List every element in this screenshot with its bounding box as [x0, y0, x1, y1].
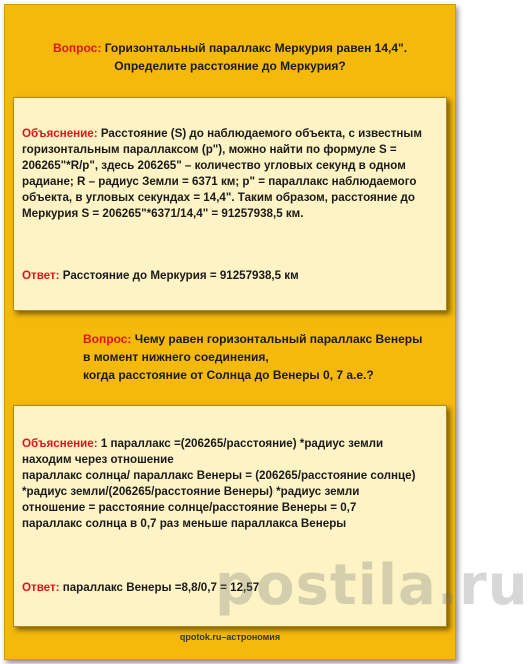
question-2-text: Чему равен горизонтальный параллакс Венеры	[131, 332, 423, 346]
explanation-2-label: Объяснение:	[22, 437, 98, 450]
question-2-line-3: когда расстояние от Солнца до Венеры 0, 7 а.е.?	[83, 368, 374, 382]
card	[4, 4, 529, 660]
footer-source: qpotok.ru–астрономия	[179, 632, 281, 642]
answer-1-text: Расстояние до Меркурия = 91257938,5 км	[59, 269, 299, 282]
answer-1-label: Ответ:	[22, 269, 60, 282]
question-1-line-2: Определите расстояние до Меркурия?	[114, 59, 346, 73]
answer-2-label: Ответ:	[22, 581, 60, 594]
question-2-line-1	[83, 330, 422, 348]
question-2-line-2: в момент нижнего соединения,	[83, 350, 269, 364]
explanation-1-label: Объяснение:	[22, 127, 98, 140]
answer-2-text: параллакс Венеры =8,8/0,7 = 12,57	[59, 581, 260, 594]
question-1	[5, 39, 455, 75]
question-1-label: Вопрос:	[52, 41, 102, 55]
answer-1	[22, 268, 438, 284]
explanation-2	[22, 436, 438, 532]
explanation-1-text: Расстояние (S) до наблюдаемого объекта, с известным горизонтальным параллаксом (p"), можно найти по формуле S = 206265"*R/p", здесь 206265" – количество угловых секунд в одном радиане; R – радиус Земли = 6371 км; p" = параллакс наблюдаемого объекта, в угловых секундах = 14,4". Таким образом, расстояние до Меркурия S = 206265"*6371/14,4" = 91257938,5 км.	[22, 127, 422, 220]
explanation-2-text: 1 параллакс =(206265/расстояние) *радиус земли находим через отношение параллакс солнца/ параллакс Венеры = (206265/расстояние солнце) *радиус земли/(206265/расстояние Венеры) *радиус земли отношение = расстояние солнце/расстояние Венеры = 0,7 параллакс солнца в 0,7 раз меньше параллакса Венеры	[22, 437, 416, 530]
watermark-logo: postila.ru	[215, 553, 529, 618]
explanation-1	[22, 126, 438, 222]
question-2	[83, 330, 422, 384]
question-1-line-1	[5, 39, 455, 57]
question-2-label: Вопрос:	[83, 332, 132, 346]
explanation-panel-1	[13, 97, 447, 311]
question-1-text: Горизонтальный параллакс Меркурия равен 14,4".	[101, 41, 408, 55]
